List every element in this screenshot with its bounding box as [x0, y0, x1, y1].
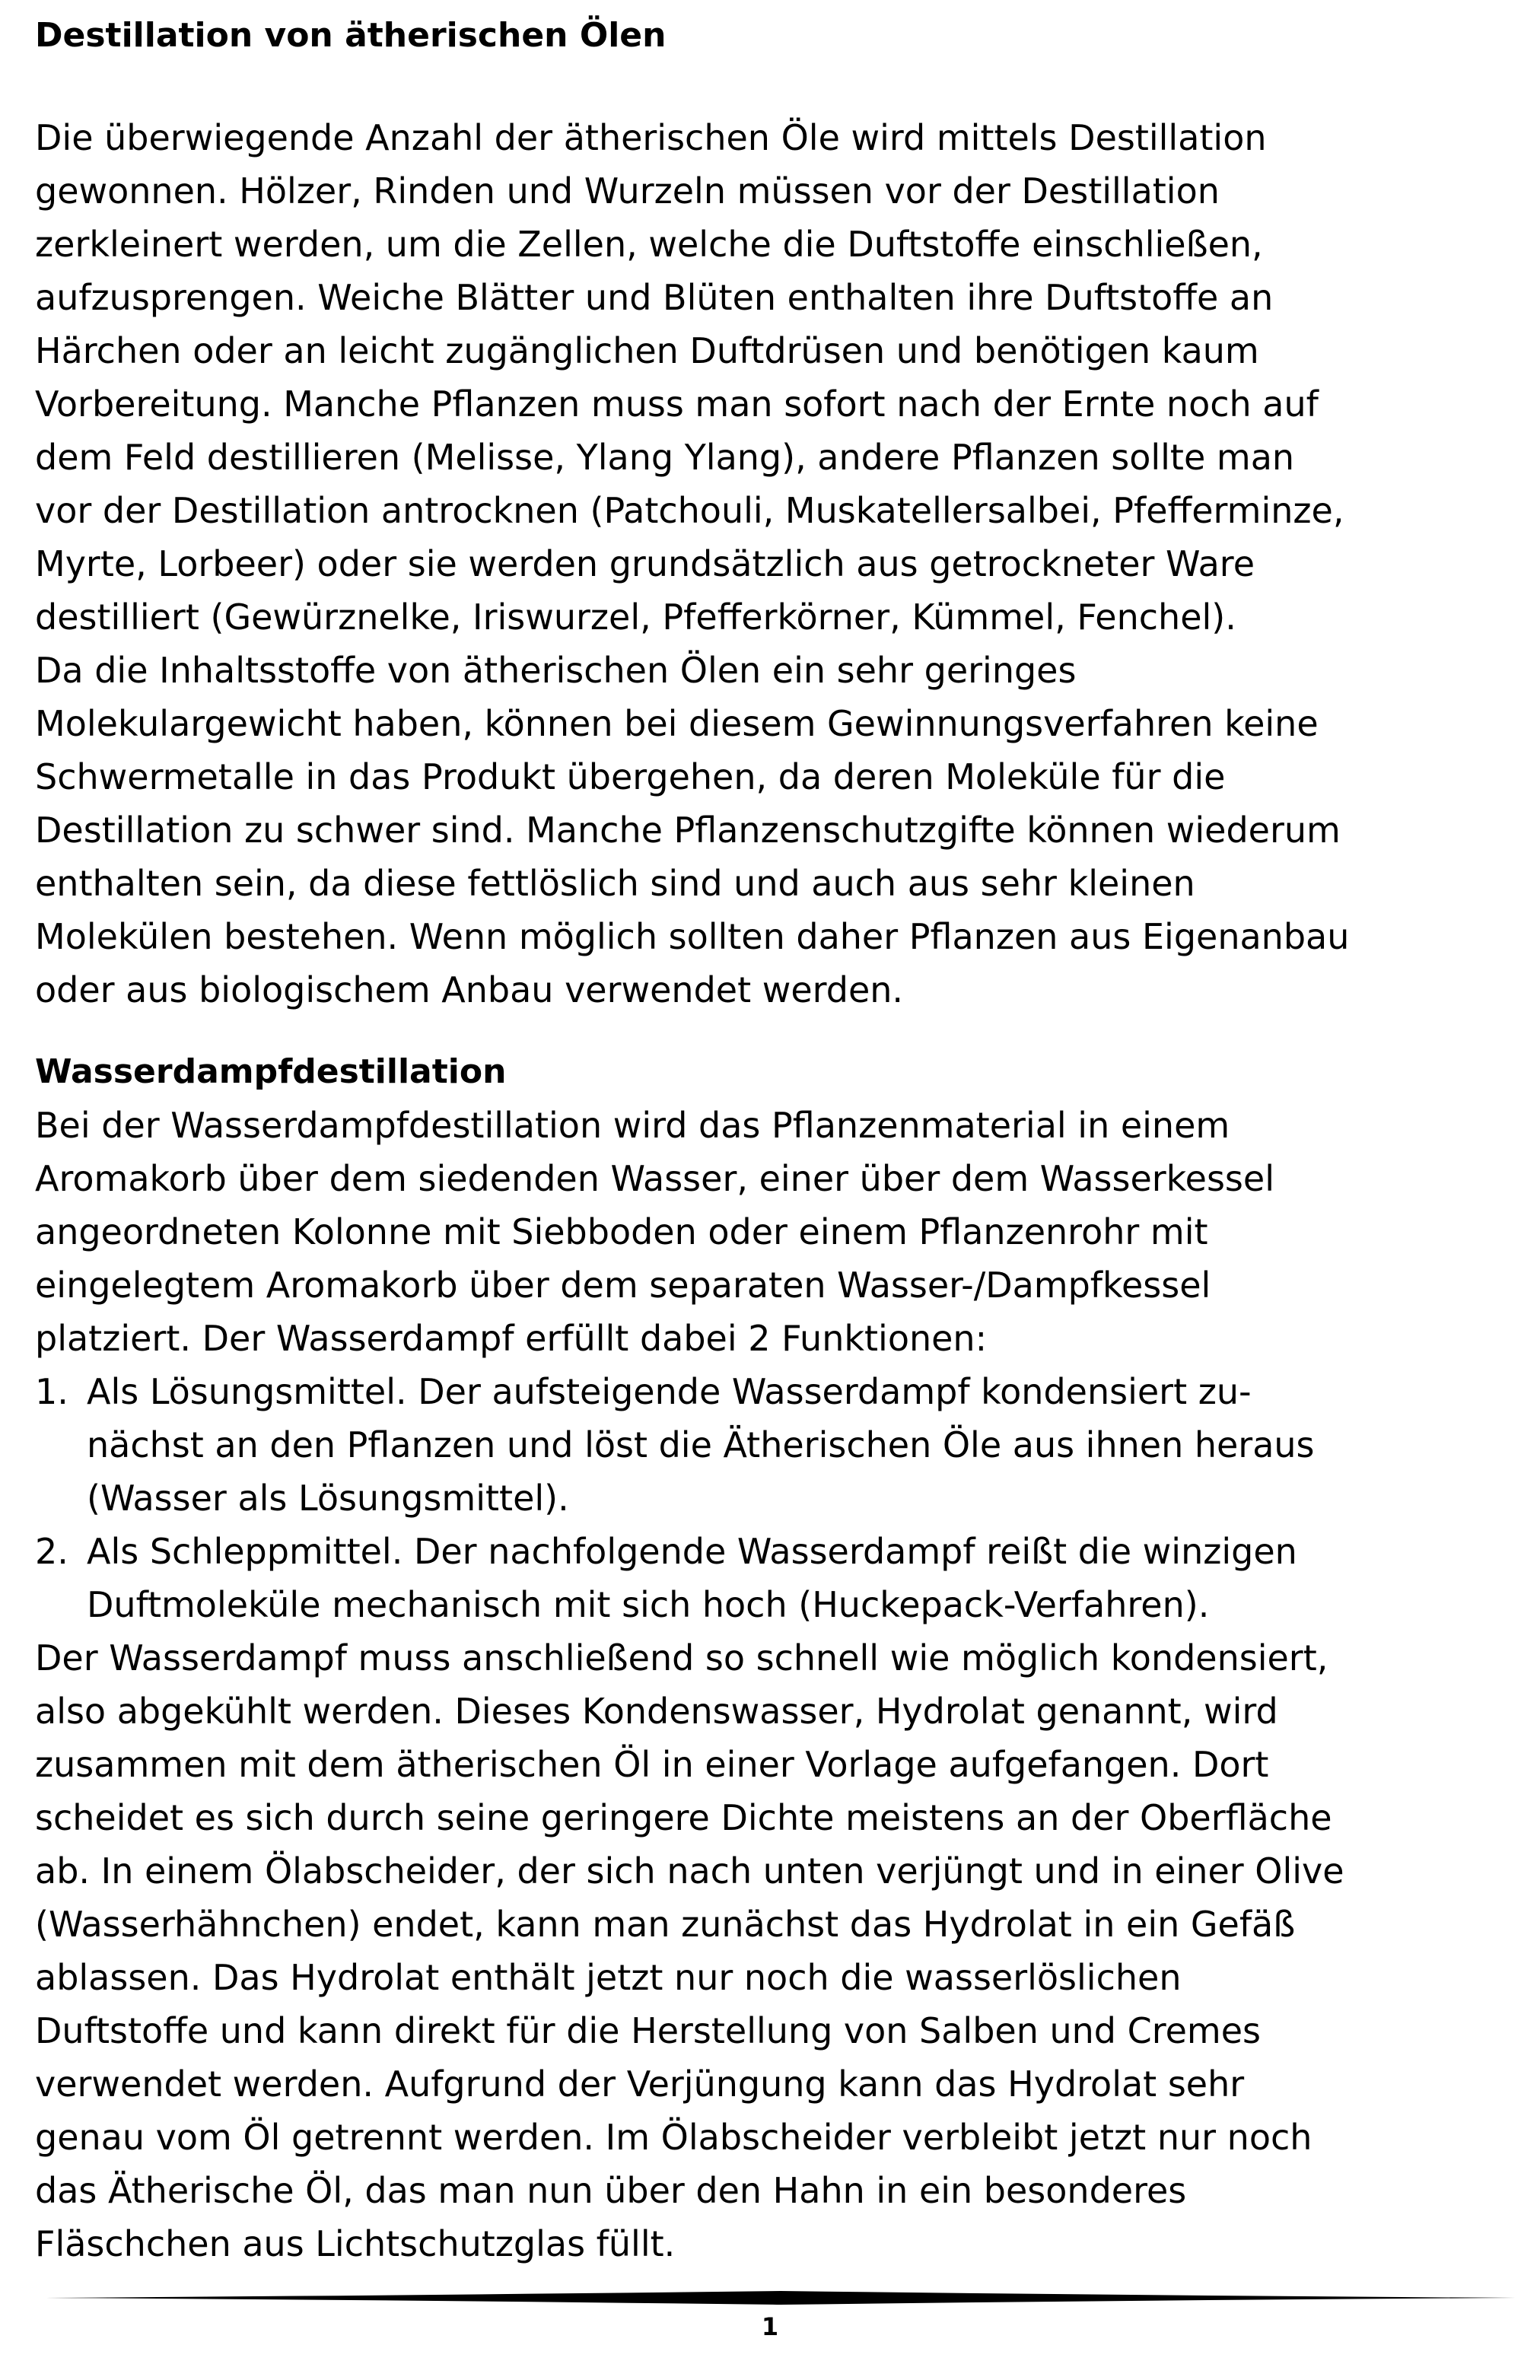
- intro-line: Die überwiegende Anzahl der ätherischen Öle wird mittels Destillation: [35, 117, 1267, 158]
- intro-line: Härchen oder an leicht zugänglichen Duftdrüsen und benötigen kaum: [35, 330, 1259, 371]
- list-number: 2.: [35, 1531, 68, 1572]
- section-paragraph: [35, 1099, 1519, 1365]
- section-heading: Wasserdampfdestillation: [35, 1052, 507, 1091]
- intro-line: Da die Inhaltsstoffe von ätherischen Ölen ein sehr geringes: [35, 650, 1077, 691]
- list-line: nächst an den Pflanzen und löst die Ätherischen Öle aus ihnen heraus: [87, 1424, 1315, 1465]
- section-line: Bei der Wasserdampfdestillation wird das Pflanzenmaterial in einem: [35, 1105, 1230, 1146]
- intro-line: enthalten sein, da diese fettlöslich sind und auch aus sehr kleinen: [35, 863, 1195, 904]
- title-spacer: [35, 62, 1519, 111]
- closing-line: (Wasserhähnchen) endet, kann man zunächst das Hydrolat in ein Gefäß: [35, 1904, 1296, 1945]
- closing-line: das Ätherische Öl, das man nun über den Hahn in ein besonderes: [35, 2170, 1187, 2211]
- intro-line: gewonnen. Hölzer, Rinden und Wurzeln müssen vor der Destillation: [35, 170, 1220, 212]
- closing-line: genau vom Öl getrennt werden. Im Ölabscheider verbleibt jetzt nur noch: [35, 2117, 1312, 2158]
- list-line: Als Schleppmittel. Der nachfolgende Wasserdampf reißt die winzigen: [87, 1531, 1297, 1572]
- intro-line: Vorbereitung. Manche Pflanzen muss man sofort nach der Ernte noch auf: [35, 383, 1319, 425]
- intro-line: Molekülen bestehen. Wenn möglich sollten daher Pflanzen aus Eigenanbau: [35, 916, 1350, 957]
- intro-paragraph: [35, 111, 1519, 1017]
- intro-line: Molekulargewicht haben, können bei diesem Gewinnungsverfahren keine: [35, 703, 1319, 744]
- list-item: [35, 1365, 1519, 1525]
- document-page: [35, 9, 1519, 2270]
- intro-line: dem Feld destillieren (Melisse, Ylang Ylang), andere Pflanzen sollte man: [35, 437, 1295, 478]
- section-line: angeordneten Kolonne mit Siebboden oder einem Pflanzenrohr mit: [35, 1211, 1208, 1252]
- closing-line: Duftstoffe und kann direkt für die Herstellung von Salben und Cremes: [35, 2010, 1262, 2051]
- closing-line: ablassen. Das Hydrolat enthält jetzt nur noch die wasserlöslichen: [35, 1957, 1182, 1998]
- section-spacer: [35, 1017, 1519, 1045]
- closing-line: verwendet werden. Aufgrund der Verjüngung kann das Hydrolat sehr: [35, 2063, 1245, 2105]
- list-line: Als Lösungsmittel. Der aufsteigende Wasserdampf kondensiert zu-: [87, 1371, 1252, 1412]
- closing-line: also abgekühlt werden. Dieses Kondenswasser, Hydrolat genannt, wird: [35, 1691, 1278, 1732]
- closing-line: Fläschchen aus Lichtschutzglas füllt.: [35, 2223, 676, 2264]
- closing-line: zusammen mit dem ätherischen Öl in einer Vorlage aufgefangen. Dort: [35, 1744, 1269, 1785]
- intro-line: Myrte, Lorbeer) oder sie werden grundsätzlich aus getrockneter Ware: [35, 543, 1255, 584]
- closing-line: Der Wasserdampf muss anschließend so schnell wie möglich kondensiert,: [35, 1637, 1328, 1678]
- list-item: [35, 1525, 1519, 1631]
- intro-line: aufzusprengen. Weiche Blätter und Blüten enthalten ihre Duftstoffe an: [35, 277, 1274, 318]
- footer-rule-shape: [46, 2291, 1516, 2305]
- intro-line: Destillation zu schwer sind. Manche Pflanzenschutzgifte können wiederum: [35, 810, 1341, 851]
- section-line: Aromakorb über dem siedenden Wasser, einer über dem Wasserkessel: [35, 1158, 1274, 1199]
- intro-line: vor der Destillation antrocknen (Patchouli, Muskatellersalbei, Pfefferminze,: [35, 490, 1344, 531]
- list-line: (Wasser als Lösungsmittel).: [87, 1478, 569, 1519]
- intro-line: destilliert (Gewürznelke, Iriswurzel, Pfefferkörner, Kümmel, Fenchel).: [35, 597, 1236, 638]
- closing-line: scheidet es sich durch seine geringere Dichte meistens an der Oberfläche: [35, 1797, 1332, 1838]
- document-title: Destillation von ätherischen Ölen: [35, 16, 667, 55]
- function-list: [35, 1365, 1519, 1631]
- list-line: Duftmoleküle mechanisch mit sich hoch (Huckepack-Verfahren).: [87, 1584, 1210, 1625]
- intro-line: Schwermetalle in das Produkt übergehen, da deren Moleküle für die: [35, 756, 1226, 797]
- intro-line: zerkleinert werden, um die Zellen, welche die Duftstoffe einschließen,: [35, 224, 1263, 265]
- closing-paragraph: [35, 1631, 1519, 2270]
- closing-line: ab. In einem Ölabscheider, der sich nach unten verjüngt und in einer Olive: [35, 1850, 1344, 1892]
- section-line: eingelegtem Aromakorb über dem separaten Wasser-/Dampfkessel: [35, 1265, 1211, 1306]
- footer-rule: [46, 2289, 1516, 2306]
- page-number: 1: [761, 2312, 779, 2341]
- intro-line: oder aus biologischem Anbau verwendet werden.: [35, 969, 904, 1010]
- list-number: 1.: [35, 1371, 68, 1412]
- section-line: platziert. Der Wasserdampf erfüllt dabei 2 Funktionen:: [35, 1318, 988, 1359]
